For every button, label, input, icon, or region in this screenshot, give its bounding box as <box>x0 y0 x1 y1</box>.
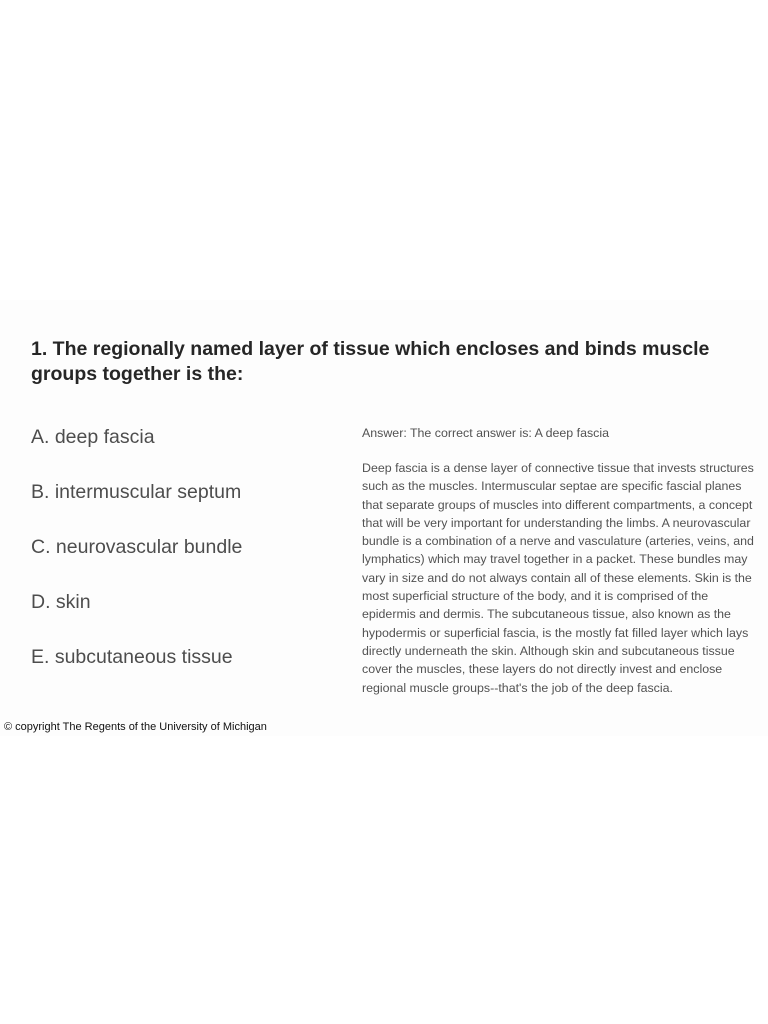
correct-answer-text: Answer: The correct answer is: A deep fascia <box>362 426 610 440</box>
option-c[interactable]: C. neurovascular bundle <box>31 536 243 558</box>
answer-explanation: Deep fascia is a dense layer of connective tissue that invests structures such as the muscles. Intermuscular septae are specific fascial planes that separate groups of muscles into different compartments, a concept that will be very important for understanding the limbs. A neurovascular bundle is a combination of a nerve and vasculature (arteries, veins, and lymphatics) which may travel together in a packet. These bundles may vary in size and do not always contain all of these elements. Skin is the most superficial structure of the body, and it is comprised of the epidermis and dermis. The subcutaneous tissue, also known as the hypodermis or superficial fascia, is the mostly fat filled layer which lays directly underneath the skin. Although skin and subcutaneous tissue cover the muscles, these layers do not directly invest and enclose regional muscle groups--that's the job of the deep fascia. <box>362 461 754 695</box>
option-a[interactable]: A. deep fascia <box>31 426 155 448</box>
option-d[interactable]: D. skin <box>31 591 91 613</box>
question-text: 1. The regionally named layer of tissue which encloses and binds muscle groups together is the: <box>31 338 710 385</box>
answer-options-list <box>31 423 351 698</box>
copyright-notice: © copyright The Regents of the University of Michigan <box>4 721 267 733</box>
option-e[interactable]: E. subcutaneous tissue <box>31 646 233 668</box>
option-b[interactable]: B. intermuscular septum <box>31 481 242 503</box>
